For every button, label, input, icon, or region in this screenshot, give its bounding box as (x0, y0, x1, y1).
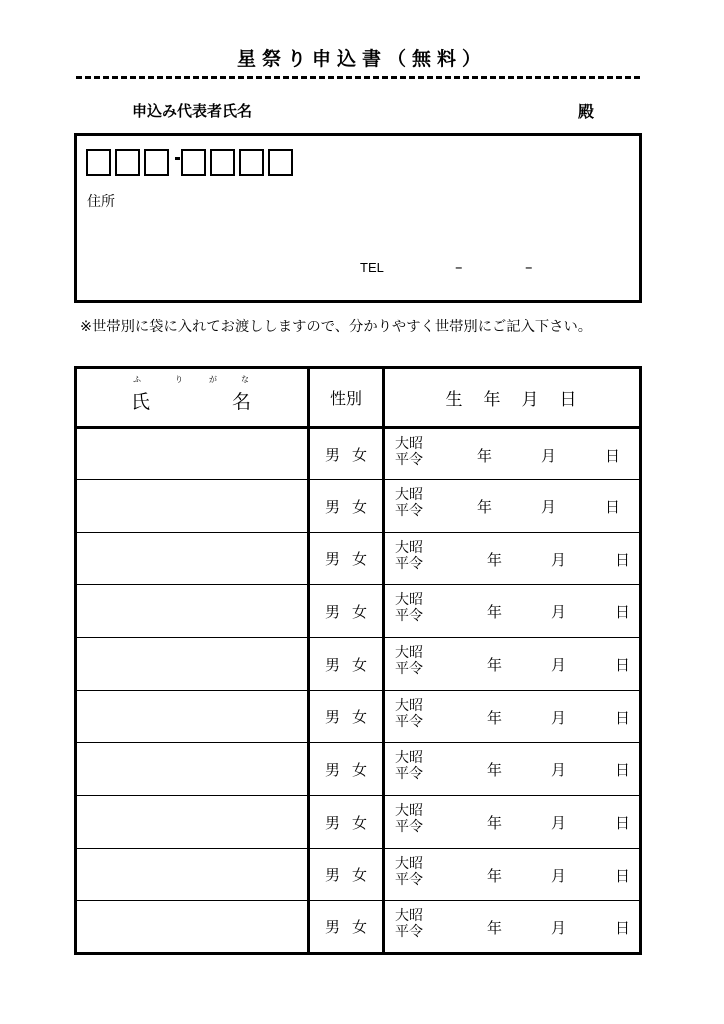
name-header (76, 368, 309, 428)
sex-option-male[interactable]: 男 (324, 760, 340, 779)
sex-cell (309, 796, 384, 849)
name-cell[interactable] (76, 691, 309, 743)
sex-option-male[interactable]: 男 (324, 602, 340, 621)
postal-code-digit-box[interactable] (239, 149, 264, 176)
applicant-row (76, 691, 641, 743)
name-cell[interactable] (76, 428, 309, 480)
name-cell[interactable] (76, 480, 309, 533)
postal-code-hyphen (175, 157, 180, 160)
era-options (395, 908, 423, 940)
form-title: 星祭り申込書（無料） (236, 48, 487, 70)
day-label: 日 (615, 919, 631, 937)
sex-option-male[interactable]: 男 (324, 918, 340, 936)
applicant-row (76, 743, 641, 796)
sex-option-male[interactable]: 男 (324, 866, 340, 884)
era-line-1[interactable]: 大昭 (395, 803, 423, 819)
era-options (395, 436, 423, 468)
sex-option-male[interactable]: 男 (324, 550, 340, 568)
day-label: 日 (605, 498, 621, 516)
sex-cell (309, 585, 384, 638)
month-label: 月 (551, 551, 567, 569)
birthdate-header: 生 年 月 日 (384, 368, 641, 428)
month-label: 月 (551, 656, 567, 674)
year-label: 年 (477, 447, 493, 465)
tel-separator: – (455, 258, 463, 276)
era-line-2[interactable]: 平令 (395, 924, 423, 940)
era-line-2[interactable]: 平令 (395, 452, 423, 468)
sex-cell (309, 533, 384, 585)
sex-option-male[interactable]: 男 (324, 445, 340, 464)
dashed-divider (76, 76, 640, 79)
era-options (395, 645, 423, 677)
name-cell[interactable] (76, 533, 309, 585)
era-line-2[interactable]: 平令 (395, 766, 423, 782)
sex-cell (309, 691, 384, 743)
applicant-row (76, 533, 641, 585)
furigana-char: が (209, 375, 217, 384)
applicant-row (76, 428, 641, 480)
era-options (395, 592, 423, 624)
era-options (395, 750, 423, 782)
name-cell[interactable] (76, 849, 309, 901)
month-label: 月 (551, 761, 567, 779)
month-label: 月 (551, 603, 567, 621)
year-label: 年 (487, 919, 503, 937)
applicant-row (76, 480, 641, 533)
name-cell[interactable] (76, 901, 309, 954)
era-options (395, 803, 423, 835)
birthdate-cell[interactable] (384, 901, 641, 954)
sex-cell (309, 849, 384, 901)
birthdate-cell[interactable] (384, 428, 641, 480)
furigana-char: り (175, 375, 183, 384)
address-label: 住所 (87, 194, 115, 210)
sex-option-female[interactable]: 女 (352, 655, 368, 674)
sex-option-female[interactable]: 女 (352, 866, 368, 884)
month-label: 月 (551, 867, 567, 885)
day-label: 日 (615, 656, 631, 674)
birthdate-cell[interactable] (384, 480, 641, 533)
birthdate-cell[interactable] (384, 638, 641, 691)
era-options (395, 856, 423, 888)
day-label: 日 (615, 814, 631, 832)
era-options (395, 487, 423, 519)
furigana-char: ふ (133, 375, 141, 384)
applicant-row (76, 638, 641, 691)
month-label: 月 (541, 498, 557, 516)
era-line-2[interactable]: 平令 (395, 872, 423, 888)
year-label: 年 (487, 867, 503, 885)
sex-option-female[interactable]: 女 (352, 918, 368, 936)
birthdate-cell[interactable] (384, 691, 641, 743)
birthdate-cell[interactable] (384, 533, 641, 585)
year-label: 年 (477, 498, 493, 516)
month-label: 月 (551, 919, 567, 937)
postal-code-digit-box[interactable] (210, 149, 235, 176)
furigana-char: な (241, 375, 249, 384)
sex-option-male[interactable]: 男 (324, 813, 340, 832)
name-cell[interactable] (76, 743, 309, 796)
sex-option-female[interactable]: 女 (352, 550, 368, 568)
era-line-1[interactable]: 大昭 (395, 908, 423, 924)
birthdate-cell[interactable] (384, 585, 641, 638)
era-line-2[interactable]: 平令 (395, 819, 423, 835)
postal-code-digit-box[interactable] (268, 149, 293, 176)
address-box (74, 133, 642, 303)
sex-option-female[interactable]: 女 (352, 813, 368, 832)
applicant-table (74, 366, 642, 955)
year-label: 年 (487, 551, 503, 569)
household-note: ※世帯別に袋に入れてお渡ししますので、分かりやすく世帯別にご記入下さい。 (80, 319, 593, 335)
postal-code-digit-box[interactable] (115, 149, 140, 176)
sex-cell (309, 428, 384, 480)
era-line-2[interactable]: 平令 (395, 503, 423, 519)
day-label: 日 (615, 709, 631, 727)
applicant-row (76, 901, 641, 954)
day-label: 日 (615, 551, 631, 569)
sex-option-female[interactable]: 女 (352, 445, 368, 464)
era-options (395, 698, 423, 730)
name-cell[interactable] (76, 638, 309, 691)
year-label: 年 (487, 603, 503, 621)
day-label: 日 (605, 447, 621, 465)
postal-code-digit-box[interactable] (144, 149, 169, 176)
postal-code-digit-box[interactable] (86, 149, 111, 176)
sex-option-female[interactable]: 女 (352, 708, 368, 726)
sex-header: 性別 (309, 368, 384, 428)
era-line-2[interactable]: 平令 (395, 714, 423, 730)
sex-option-female[interactable]: 女 (352, 760, 368, 779)
day-label: 日 (615, 867, 631, 885)
sex-cell (309, 638, 384, 691)
era-line-2[interactable]: 平令 (395, 661, 423, 677)
year-label: 年 (487, 761, 503, 779)
day-label: 日 (615, 603, 631, 621)
sex-option-female[interactable]: 女 (352, 497, 368, 516)
era-line-1[interactable]: 大昭 (395, 592, 423, 608)
era-options (395, 540, 423, 572)
birthdate-cell[interactable] (384, 849, 641, 901)
era-line-2[interactable]: 平令 (395, 556, 423, 572)
birthdate-cell[interactable] (384, 796, 641, 849)
era-line-1[interactable]: 大昭 (395, 698, 423, 714)
applicant-row (76, 849, 641, 901)
month-label: 月 (551, 814, 567, 832)
postal-code-digit-box[interactable] (181, 149, 206, 176)
honorific-suffix: 殿 (578, 102, 595, 121)
era-line-1[interactable]: 大昭 (395, 487, 423, 503)
era-line-1[interactable]: 大昭 (395, 540, 423, 556)
name-cell[interactable] (76, 796, 309, 849)
sex-option-female[interactable]: 女 (352, 602, 368, 621)
year-label: 年 (487, 814, 503, 832)
sex-cell (309, 480, 384, 533)
sex-cell (309, 901, 384, 954)
era-line-1[interactable]: 大昭 (395, 436, 423, 452)
sex-cell (309, 743, 384, 796)
month-label: 月 (541, 447, 557, 465)
month-label: 月 (551, 709, 567, 727)
year-label: 年 (487, 656, 503, 674)
birthdate-cell[interactable] (384, 743, 641, 796)
name-header-given: 名 (232, 391, 252, 413)
year-label: 年 (487, 709, 503, 727)
applicant-row (76, 585, 641, 638)
tel-separator: – (525, 258, 533, 276)
era-line-1[interactable]: 大昭 (395, 645, 423, 661)
name-header-family: 氏 (131, 391, 151, 413)
sex-option-male[interactable]: 男 (324, 708, 340, 726)
sex-option-male[interactable]: 男 (324, 655, 340, 674)
representative-name-label: 申込み代表者氏名 (132, 102, 253, 120)
name-cell[interactable] (76, 585, 309, 638)
era-line-1[interactable]: 大昭 (395, 856, 423, 872)
sex-option-male[interactable]: 男 (324, 497, 340, 516)
applicant-row (76, 796, 641, 849)
tel-label: TEL (360, 260, 384, 275)
era-line-1[interactable]: 大昭 (395, 750, 423, 766)
day-label: 日 (615, 761, 631, 779)
era-line-2[interactable]: 平令 (395, 608, 423, 624)
